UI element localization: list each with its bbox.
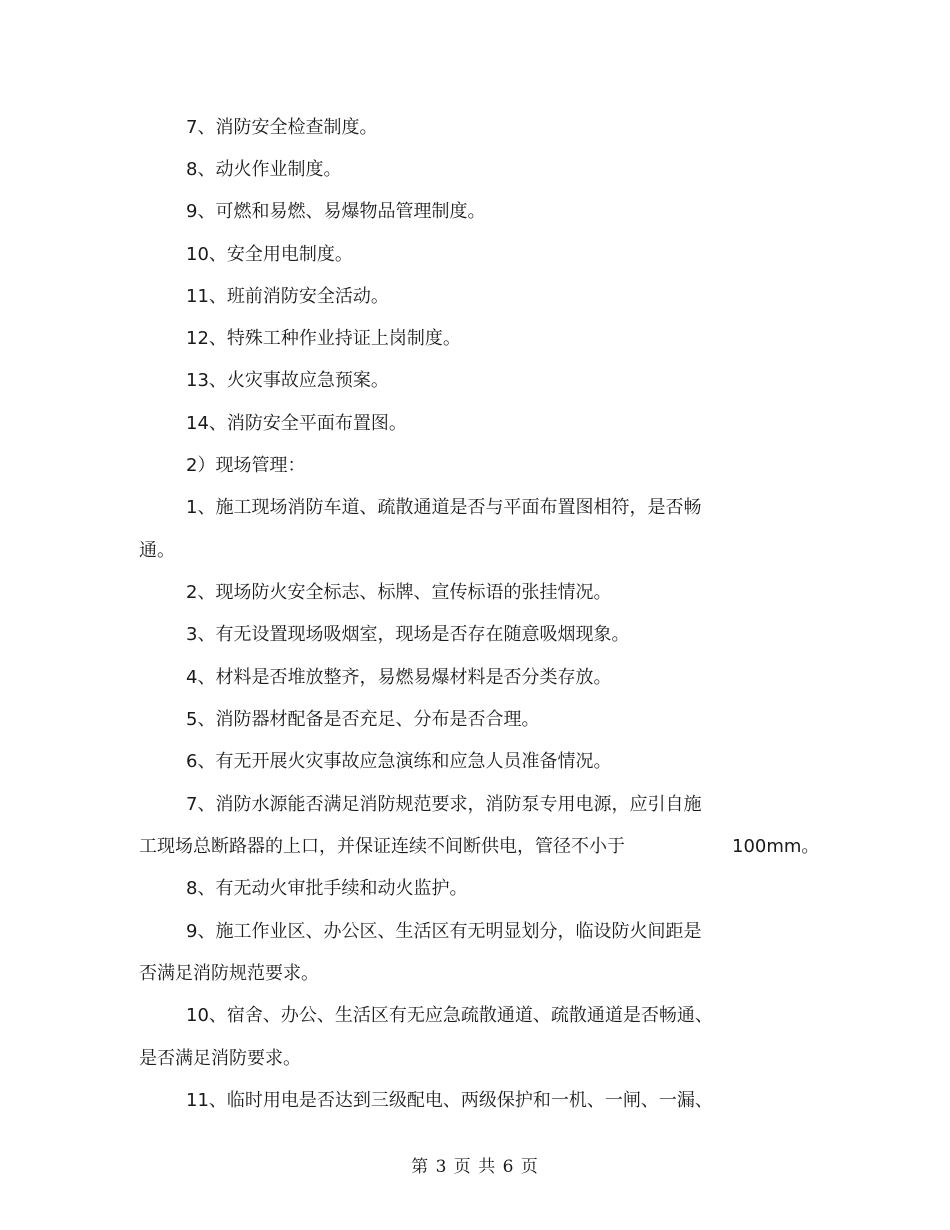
text-line: 10、宿舍、办公、生活区有无应急疏散通道、疏散通道是否畅通、 <box>186 1005 713 1026</box>
text-line: 11、临时用电是否达到三级配电、两级保护和一机、一闸、一漏、 <box>186 1090 713 1111</box>
text-line: 13、火灾事故应急预案。 <box>186 370 389 391</box>
text-line: 8、有无动火审批手续和动火监护。 <box>186 878 468 899</box>
text-line: 11、班前消防安全活动。 <box>186 286 389 307</box>
text-line: 是否满足消防要求。 <box>139 1048 301 1069</box>
text-line-value: 100mm。 <box>732 836 820 857</box>
text-line: 9、施工作业区、办公区、生活区有无明显划分，临设防火间距是 <box>186 921 702 942</box>
text-line: 8、动火作业制度。 <box>186 159 342 180</box>
page-footer: 第 3 页 共 6 页 <box>411 1157 539 1177</box>
text-line: 7、消防水源能否满足消防规范要求，消防泵专用电源，应引自施 <box>186 794 702 815</box>
text-line: 4、材料是否堆放整齐，易燃易爆材料是否分类存放。 <box>186 667 612 688</box>
text-line: 工现场总断路器的上口，并保证连续不间断供电，管径不小于 <box>139 836 625 857</box>
text-line: 通。 <box>139 540 175 561</box>
text-line: 1、施工现场消防车道、疏散通道是否与平面布置图相符，是否畅 <box>186 497 702 518</box>
text-line: 否满足消防规范要求。 <box>139 963 319 984</box>
text-line: 10、安全用电制度。 <box>186 244 353 265</box>
text-line: 5、消防器材配备是否充足、分布是否合理。 <box>186 709 540 730</box>
text-line: 14、消防安全平面布置图。 <box>186 413 407 434</box>
text-line: 12、特殊工种作业持证上岗制度。 <box>186 328 461 349</box>
section-heading: 2）现场管理： <box>186 455 306 476</box>
text-line: 9、可燃和易燃、易爆物品管理制度。 <box>186 201 486 222</box>
text-line: 2、现场防火安全标志、标牌、宣传标语的张挂情况。 <box>186 582 612 603</box>
text-line: 3、有无设置现场吸烟室，现场是否存在随意吸烟现象。 <box>186 624 630 645</box>
text-line: 7、消防安全检查制度。 <box>186 117 378 138</box>
text-line: 6、有无开展火灾事故应急演练和应急人员准备情况。 <box>186 751 612 772</box>
